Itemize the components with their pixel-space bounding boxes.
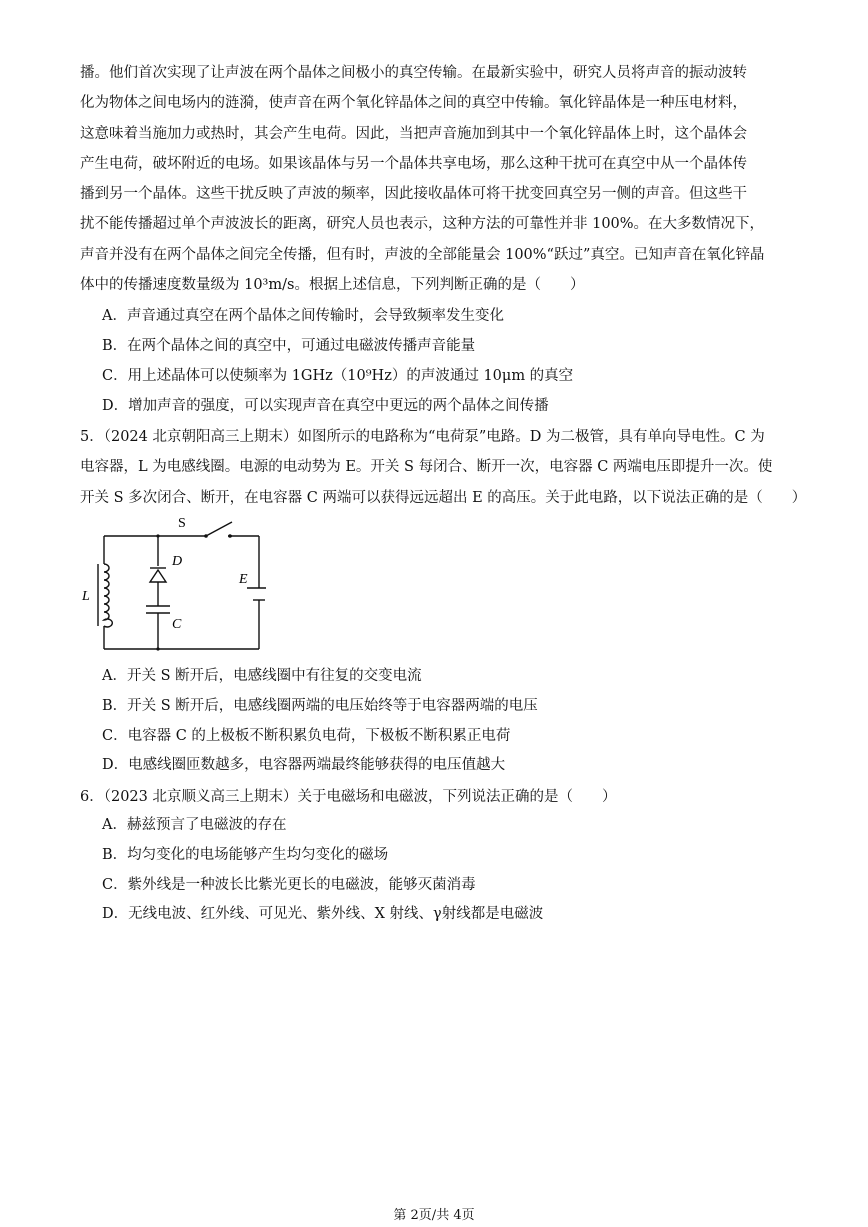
passage-line: 播到另一个晶体。这些干扰反映了声波的频率，因此接收晶体可将干扰变回真空另一侧的声音。但这些干: [80, 186, 747, 203]
passage-line: 体中的传播速度数量级为 10³m/s。根据上述信息，下列判断正确的是（ ）: [80, 277, 585, 294]
q4-option-b: B．在两个晶体之间的真空中，可通过电磁波传播声音能量: [102, 338, 476, 354]
label-source-e: E: [239, 572, 248, 587]
q5-stem-line: 5．（2024 北京朝阳高三上期末）如图所示的电路称为“电荷泵”电路。D 为二极管，具有单向导电性。C 为: [80, 429, 765, 445]
label-diode-d: D: [172, 554, 183, 569]
q5-option-a: A．开关 S 断开后，电感线圈中有往复的交变电流: [102, 668, 422, 684]
q5-option-b: B．开关 S 断开后，电感线圈两端的电压始终等于电容器两端的电压: [102, 698, 538, 714]
page-footer: 第 2页/共 4页: [393, 1208, 475, 1223]
q4-option-c: C．用上述晶体可以使频率为 1GHz（10⁹Hz）的声波通过 10μm 的真空: [102, 368, 574, 384]
passage-line: 声音并没有在两个晶体之间完全传播，但有时，声波的全部能量会 100%“跃过”真空。已知声音在氧化锌晶: [80, 246, 765, 263]
charge-pump-circuit-diagram: [76, 510, 266, 655]
q6-option-b: B．均匀变化的电场能够产生均匀变化的磁场: [102, 847, 389, 863]
label-switch-s: S: [178, 516, 186, 531]
q6-option-a: A．赫兹预言了电磁波的存在: [102, 817, 287, 833]
q5-stem-line: 开关 S 多次闭合、断开，在电容器 C 两端可以获得远远超出 E 的高压。关于此电路，以下说法正确的是（ ）: [80, 489, 807, 506]
passage-line: 产生电荷，破坏附近的电场。如果该晶体与另一个晶体共享电场，那么这种干扰可在真空中从一个晶体传: [80, 155, 747, 172]
q5-stem: [80, 422, 807, 513]
q5-stem-line: 电容器，L 为电感线圈。电源的电动势为 E。开关 S 每闭合、断开一次，电容器 C 两端电压即提升一次。使: [80, 459, 773, 476]
label-inductor-l: L: [82, 589, 90, 604]
q6-option-c: C．紫外线是一种波长比紫光更长的电磁波，能够灭菌消毒: [102, 877, 476, 893]
q6-stem: 6．（2023 北京顺义高三上期末）关于电磁场和电磁波，下列说法正确的是（ ）: [80, 789, 617, 805]
diode-symbol: [150, 570, 166, 582]
q5-option-c: C．电容器 C 的上极板不断积累负电荷，下极板不断积累正电荷: [102, 728, 511, 744]
q4-option-d: D．增加声音的强度，可以实现声音在真空中更远的两个晶体之间传播: [102, 398, 549, 414]
label-capacitor-c: C: [172, 617, 182, 632]
q5-option-d: D．电感线圈匝数越多，电容器两端最终能够获得的电压值越大: [102, 757, 506, 773]
q4-passage: [80, 58, 792, 300]
q6-option-d: D．无线电波、红外线、可见光、紫外线、X 射线、γ射线都是电磁波: [102, 906, 544, 922]
passage-line: 这意味着当施加力或热时，其会产生电荷。因此，当把声音施加到其中一个氧化锌晶体上时，这个晶体会: [80, 125, 747, 142]
q4-option-a: A．声音通过真空在两个晶体之间传输时，会导致频率发生变化: [102, 308, 504, 324]
passage-line: 播。他们首次实现了让声波在两个晶体之间极小的真空传输。在最新实验中，研究人员将声音的振动波转: [80, 65, 747, 81]
passage-line: 扰不能传播超过单个声波波长的距离，研究人员也表示，这种方法的可靠性并非 100%。在大多数情况下，: [80, 216, 765, 233]
passage-line: 化为物体之间电场内的涟漪，使声音在两个氧化锌晶体之间的真空中传输。氧化锌晶体是一种压电材料，: [80, 95, 747, 112]
